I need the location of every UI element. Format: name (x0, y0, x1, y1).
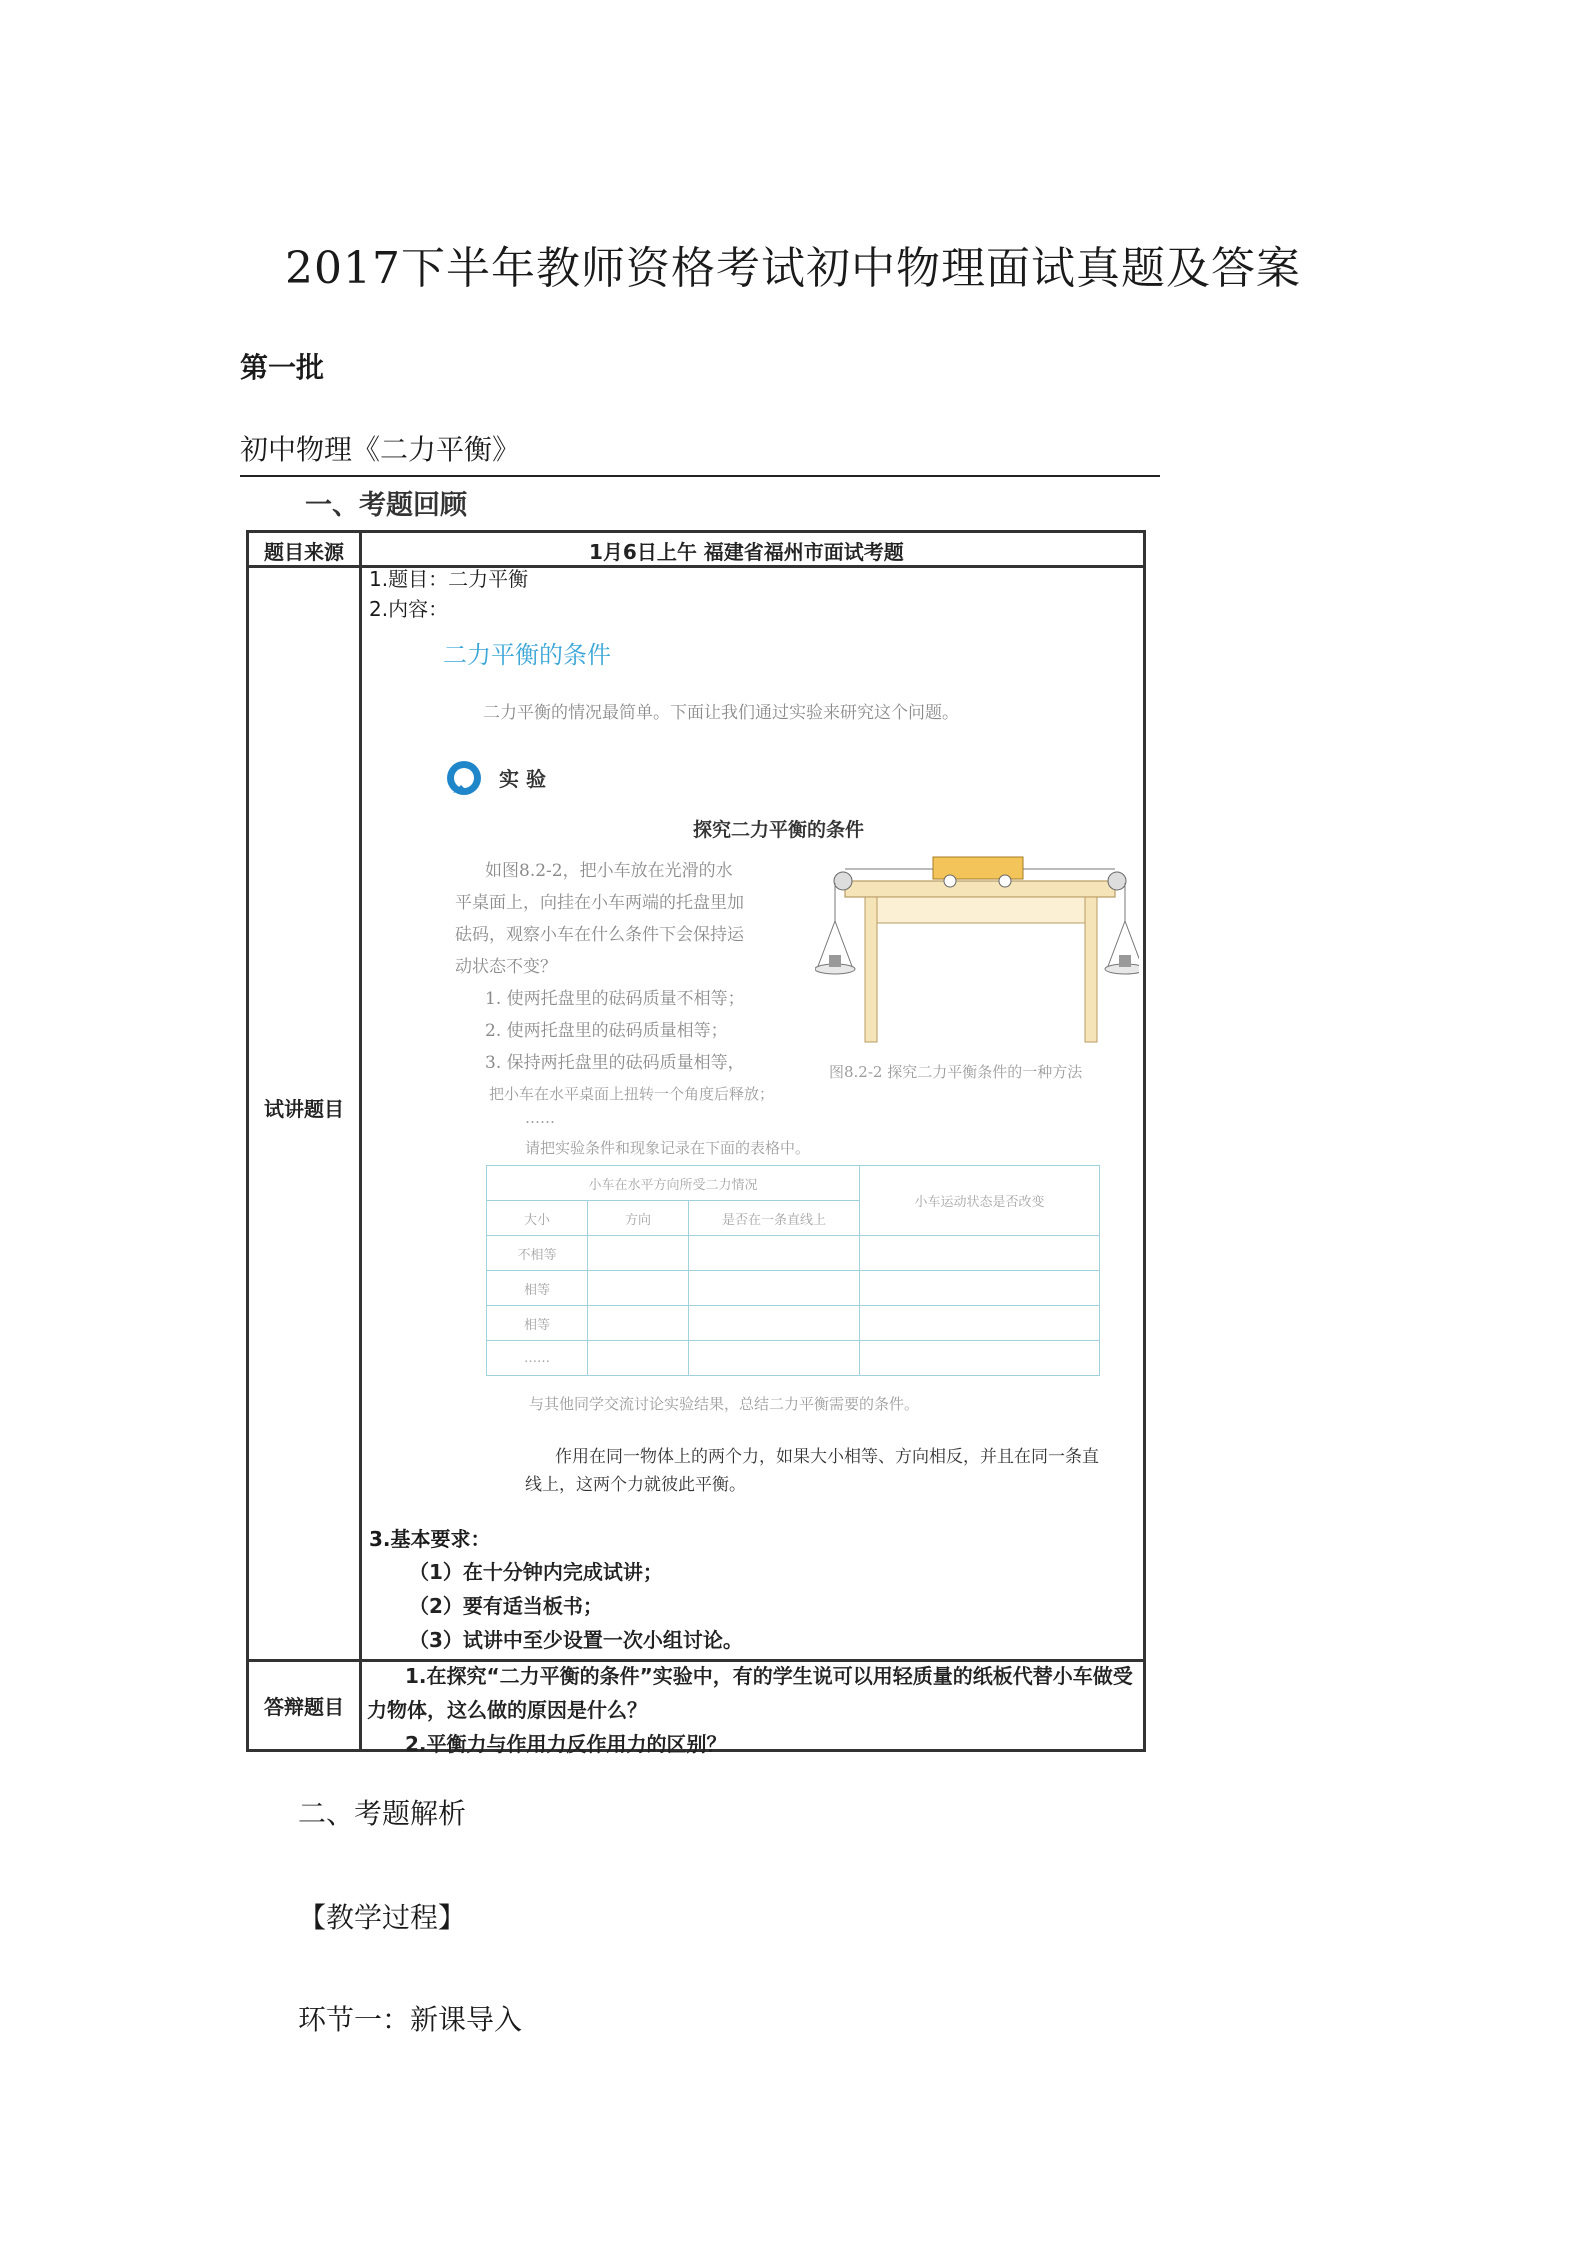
defense-line: 1.在探究“二力平衡的条件”实验中，有的学生说可以用轻质量的纸板代替小车做受 (405, 1664, 1133, 1688)
experiment-tag: 实 验 (499, 767, 546, 791)
defense-line: 力物体，这么做的原因是什么？ (367, 1698, 647, 1722)
requirements-list (409, 1555, 743, 1657)
table-row (487, 1271, 1100, 1306)
record-hint: 请把实验条件和现象记录在下面的表格中。 (525, 1139, 811, 1157)
record-table-header-magnitude: 大小 (487, 1201, 588, 1236)
table-row (487, 1236, 1100, 1271)
exp-para-line: 如图8.2-2，把小车放在光滑的水 (485, 861, 733, 881)
record-row-label: 不相等 (487, 1236, 588, 1271)
record-table-group-header: 小车在水平方向所受二力情况 (487, 1166, 860, 1201)
record-table-header-direction: 方向 (588, 1201, 689, 1236)
experiment-title: 探究二力平衡的条件 (693, 819, 865, 841)
table-row (487, 1341, 1100, 1376)
conclusion-line: 作用在同一物体上的两个力，如果大小相等、方向相反，并且在同一条直 (555, 1447, 1099, 1467)
exp-para-line: 平桌面上，向挂在小车两端的托盘里加 (455, 893, 744, 913)
lecture-topic-label: 试讲题目 (264, 1097, 344, 1121)
experiment-figure (815, 851, 1139, 1051)
subject-heading: 初中物理《二力平衡》 (240, 433, 521, 466)
defense-questions (367, 1659, 1133, 1761)
ellipsis-text: …… (525, 1109, 555, 1127)
record-table-header-line: 是否在一条直线上 (689, 1201, 860, 1236)
source-label: 题目来源 (264, 540, 344, 564)
lesson-intro: 二力平衡的情况最简单。下面让我们通过实验来研究这个问题。 (483, 703, 959, 723)
record-table-result-header: 小车运动状态是否改变 (860, 1166, 1100, 1236)
defense-line: 2.平衡力与作用力反作用力的区别？ (405, 1732, 727, 1756)
figure-caption: 图8.2-2 探究二力平衡条件的一种方法 (829, 1063, 1083, 1081)
record-row-label: 相等 (487, 1306, 588, 1341)
batch-heading: 第一批 (240, 351, 325, 384)
source-value: 1月6日上午 福建省福州市面试考题 (589, 540, 904, 564)
experiment-icon (445, 759, 483, 797)
experiment-record-table (486, 1165, 1100, 1376)
exp-step-continuation: 把小车在水平桌面上扭转一个角度后释放； (489, 1085, 775, 1103)
exp-para-line: 动状态不变？ (455, 957, 557, 977)
record-row-label: …… (487, 1341, 588, 1376)
table-row (487, 1306, 1100, 1341)
requirement-item: （1）在十分钟内完成试讲； (409, 1560, 663, 1584)
conclusion-line: 线上，这两个力就彼此平衡。 (525, 1475, 746, 1495)
teaching-process-heading: 【教学过程】 (298, 1901, 467, 1934)
experiment-steps (485, 983, 745, 1079)
section-analysis-heading: 二、考题解析 (298, 1797, 467, 1830)
defense-label: 答辩题目 (264, 1695, 344, 1719)
table-column-divider (359, 533, 362, 1749)
record-row-label: 相等 (487, 1271, 588, 1306)
lesson-heading: 二力平衡的条件 (443, 641, 611, 669)
exp-step: 2. 使两托盘里的砝码质量相等； (485, 1021, 728, 1041)
requirement-item: （3）试讲中至少设置一次小组讨论。 (409, 1628, 743, 1652)
topic-line: 1.题目：二力平衡 (369, 567, 529, 591)
requirements-title: 3.基本要求： (369, 1527, 491, 1551)
section-review-heading: 一、考题回顾 (305, 490, 467, 521)
document-title: 2017下半年教师资格考试初中物理面试真题及答案 (285, 243, 1301, 294)
experiment-paragraph (455, 855, 744, 983)
exp-para-line: 砝码，观察小车在什么条件下会保持运 (455, 925, 744, 945)
conclusion-text (525, 1443, 1099, 1499)
requirement-item: （2）要有适当板书； (409, 1594, 603, 1618)
content-line: 2.内容： (369, 597, 449, 621)
divider-line (240, 475, 1160, 477)
step-one-heading: 环节一：新课导入 (298, 2003, 523, 2036)
exp-step: 1. 使两托盘里的砝码质量不相等； (485, 989, 745, 1009)
discussion-hint: 与其他同学交流讨论实验结果，总结二力平衡需要的条件。 (529, 1395, 920, 1413)
exam-table (246, 530, 1146, 1756)
exp-step: 3. 保持两托盘里的砝码质量相等， (485, 1053, 745, 1073)
